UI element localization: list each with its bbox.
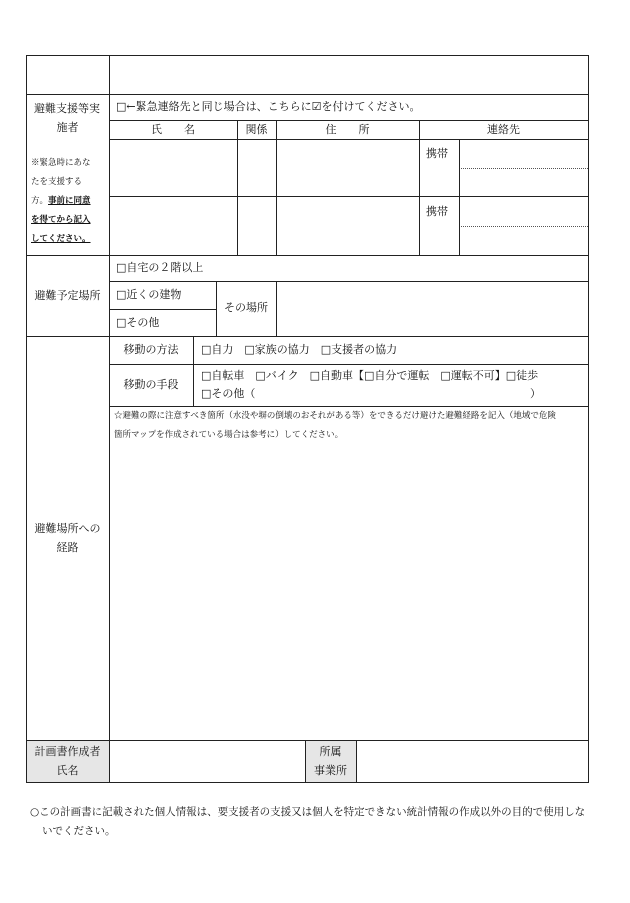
column-divider [459,139,460,256]
row-divider [26,336,588,337]
support-note-line4: を得てから記入 [31,215,91,225]
means-other-checkbox[interactable]: □その他（ [201,387,256,400]
affiliation-label-line1: 所属 [319,745,342,758]
affiliation-label-line2: 事業所 [314,764,347,777]
table-border-left [26,55,27,783]
same-as-emergency-checkbox[interactable]: □←緊急連絡先と同じ場合は、こちらに☑を付けてください。 [116,100,421,113]
mobile-label-2: 携帯 [426,205,448,218]
place-other-checkbox[interactable]: □その他 [116,316,160,329]
table-border-right [588,55,589,783]
col-header-address: 住 所 [325,123,370,136]
method-options[interactable]: □自力 □家族の協力 □支援者の協力 [201,343,398,356]
row-divider [109,139,588,140]
label-column-divider [109,55,110,783]
row-divider [26,255,588,256]
mobile-label-1: 携帯 [426,147,448,160]
footer-note-line2: いでください。 [42,825,116,837]
contact-dotted-line [459,226,588,227]
place-building-checkbox[interactable]: □近くの建物 [116,288,182,301]
means-options-line1[interactable]: □自転車 □バイク □自動車【□自分で運転 □運転不可】□徒歩 [201,369,539,382]
row-divider [109,406,588,407]
support-label-line1: 避難支援等実 [34,102,100,115]
support-note-line3a: 方。 [31,196,49,206]
place-location-label: その場所 [224,301,268,314]
support-label-line2: 施者 [56,121,79,134]
column-divider [193,336,194,407]
col-header-contact: 連絡先 [487,123,520,136]
means-other-close-paren: ） [530,387,541,400]
row-divider [26,740,588,741]
support-note-line1: ※緊急時にあな [31,158,91,168]
row-divider [109,196,588,197]
column-divider [237,120,238,256]
row-divider [109,281,588,282]
column-divider [419,120,420,256]
creator-label-line2: 氏名 [56,764,79,777]
means-label: 移動の手段 [123,378,179,391]
method-label: 移動の方法 [123,343,179,356]
support-note-line5: してください。 [31,234,91,244]
place-label: 避難予定場所 [34,289,101,302]
support-note-line2: たを支援する [31,177,83,187]
row-divider [109,364,588,365]
contact-dotted-line [459,168,588,169]
row-divider [109,309,216,310]
table-border-bottom [26,782,588,783]
route-note-line2: 箇所マップを作成されている場合は参考に）してください。 [114,430,344,440]
route-note-line1: ☆避難の際に注意すべき箇所（水没や塀の倒壊のおそれがある等）をできるだけ避けた避難経路を記入（地域で危険 [114,411,556,421]
route-label-line1: 避難場所への [34,522,101,535]
support-note-line3 [31,195,91,207]
creator-label-line1: 計画書作成者 [34,745,101,758]
col-header-name: 氏 名 [151,123,195,136]
col-header-relation: 関係 [245,123,268,136]
table-border-top [26,55,588,56]
place-home-checkbox[interactable]: □自宅の２階以上 [116,261,204,274]
support-note-line3b: 事前に同意 [48,196,91,206]
column-divider [356,740,357,783]
column-divider [276,281,277,337]
footer-note-line1: ○この計画書に記載された個人情報は、要支援者の支援又は個人を特定できない統計情報の作成以外の目的で使用しな [30,806,586,818]
route-label-line2: 経路 [56,541,79,554]
row-divider [26,94,588,95]
column-divider [276,120,277,256]
row-divider [109,120,588,121]
